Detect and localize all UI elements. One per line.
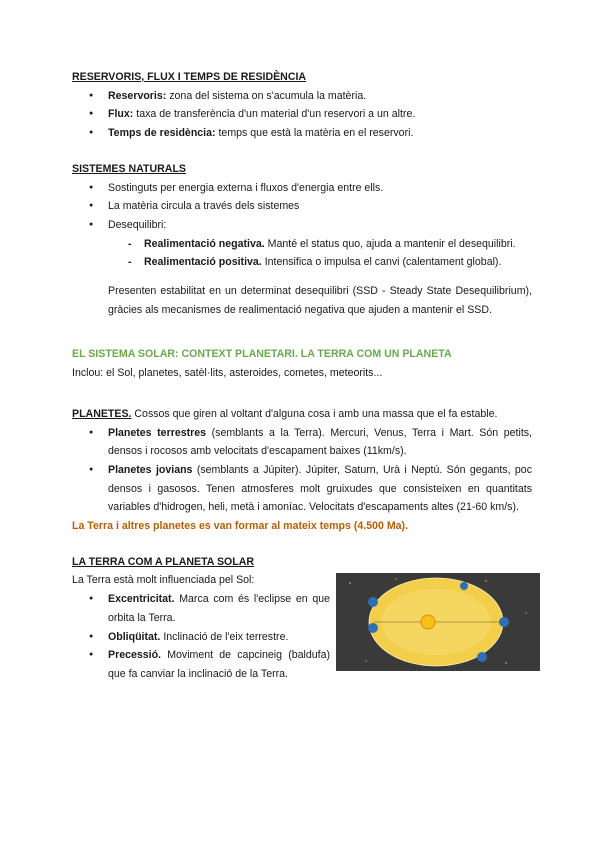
earth-icon xyxy=(368,597,378,607)
list-item: ● Sostinguts per energia externa i fluxos d'energia entre ells. xyxy=(72,179,532,198)
term: Obliqüitat. xyxy=(108,630,161,643)
desequilibri-sublist xyxy=(72,235,532,272)
section-title-reservoris: RESERVORIS, FLUX I TEMPS DE RESIDÈNCIA xyxy=(72,71,307,83)
term: Reservoris: xyxy=(108,89,167,102)
term: Flux: xyxy=(108,108,134,121)
list-item xyxy=(72,590,330,627)
definition: Intensifica o impulsa el canvi (calentament global). xyxy=(261,256,502,269)
section-title-terra-planeta: LA TERRA COM A PLANETA SOLAR xyxy=(72,555,255,568)
reservoris-list xyxy=(72,87,532,143)
list-item xyxy=(72,646,330,683)
list-item xyxy=(72,628,330,647)
definition: Manté el status quo, ajuda a mantenir el desequilibri. xyxy=(264,237,516,250)
section-title-planetes: PLANETES. xyxy=(72,407,132,420)
term: Excentricitat. xyxy=(108,593,175,606)
list-item xyxy=(72,105,532,124)
definition: (semblants a Júpiter). Júpiter, Saturn, Urà i Neptú. Són gegants, poc densos i gasosos. Tenen atmosferes molt gruixudes que consisteixen en quantitats variables d'hidrogen, heli, metà i amoníac. Velocitats d'escapaments altes (21-60 km/s). xyxy=(108,463,532,514)
list-item xyxy=(72,124,532,143)
terra-list xyxy=(72,590,330,684)
list-item xyxy=(72,424,532,461)
definition: Moviment de capcineig (baldufa) que fa canviar la inclinació de la Terra. xyxy=(108,649,330,680)
earth-icon xyxy=(368,623,378,633)
sublist-item xyxy=(72,253,532,272)
definition: (semblants a la Terra). Mercuri, Venus, Terra i Mart. Són petits, densos i rocosos amb velocitats d'escapament baixes (11km/s). xyxy=(108,426,532,458)
term: Realimentació positiva. xyxy=(144,256,262,269)
list-item: ● Desequilibri: xyxy=(72,216,532,235)
sun-icon xyxy=(421,615,435,629)
earth-icon xyxy=(460,582,468,590)
earth-icon xyxy=(499,617,509,627)
sistemes-list xyxy=(72,179,532,235)
section-title-sistema-solar: EL SISTEMA SOLAR: CONTEXT PLANETARI. LA TERRA COM UN PLANETA xyxy=(72,348,452,361)
section-title-sistemes: SISTEMES NATURALS xyxy=(72,162,186,175)
document-page xyxy=(72,68,532,684)
term: Realimentació negativa. xyxy=(144,237,265,250)
terra-intro: La Terra està molt influenciada pel Sol: xyxy=(72,574,255,587)
terra-text-column xyxy=(72,571,330,683)
sistema-solar-text: Inclou: el Sol, planetes, satèl·lits, asteroides, cometes, meteorits... xyxy=(72,367,383,380)
definition: Marca com és l'eclipse en que orbita la Terra. xyxy=(108,593,330,624)
term: Temps de residència: xyxy=(108,127,216,140)
definition: temps que està la matèria en el reservori. xyxy=(215,127,414,140)
term: Planetes terrestres xyxy=(108,426,207,439)
term: Precessió. xyxy=(108,649,162,662)
planetes-list xyxy=(72,424,532,518)
definition: taxa de transferència d'un material d'un reservori a un altre. xyxy=(133,108,416,121)
earth-orbit-diagram xyxy=(336,573,540,671)
list-item xyxy=(72,87,532,106)
list-item: ● La matèria circula a través dels sistemes xyxy=(72,197,532,216)
terra-section-body xyxy=(72,571,532,683)
definition: zona del sistema on s'acumula la matèria. xyxy=(166,89,367,102)
sublist-item xyxy=(72,235,532,254)
earth-icon xyxy=(477,652,487,662)
planetes-definition: Cossos que giren al voltant d'alguna cosa i amb una massa que el fa estable. xyxy=(131,407,498,420)
ssd-paragraph: Presenten estabilitat en un determinat desequilibri (SSD - Steady State Desequilibrium), gràcies als mecanismes de realimentació negativa que ajuden a mantenir el SSD. xyxy=(108,285,532,316)
planetes-intro xyxy=(72,405,532,424)
term: Planetes jovians xyxy=(108,463,193,476)
formation-note: La Terra i altres planetes es van formar al mateix temps (4.500 Ma). xyxy=(72,520,409,533)
list-item xyxy=(72,461,532,517)
definition: Inclinació de l'eix terrestre. xyxy=(160,630,289,643)
